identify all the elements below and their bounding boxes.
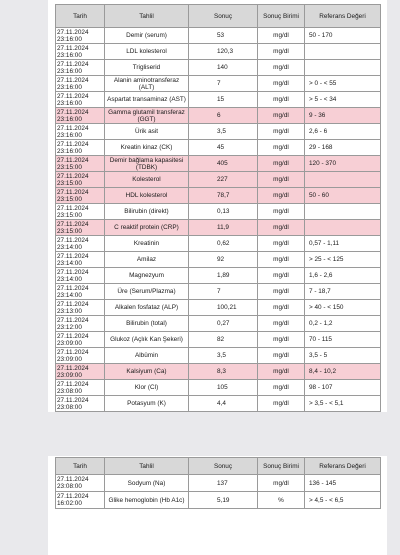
cell-reference: [305, 60, 381, 76]
cell-reference: > 25 - < 125: [305, 252, 381, 268]
cell-date: 27.11.2024 23:16:00: [56, 92, 105, 108]
header-reference: Referans Değeri: [305, 5, 381, 28]
cell-date: 27.11.2024 23:09:00: [56, 348, 105, 364]
cell-test: Kreatin kinaz (CK): [105, 140, 189, 156]
cell-reference: 50 - 60: [305, 188, 381, 204]
cell-result: 45: [189, 140, 258, 156]
cell-date: 27.11.2024 23:15:00: [56, 156, 105, 172]
cell-reference: 29 - 168: [305, 140, 381, 156]
cell-date: 27.11.2024 23:15:00: [56, 172, 105, 188]
cell-result: 140: [189, 60, 258, 76]
cell-test: LDL kolesterol: [105, 44, 189, 60]
cell-unit: mg/dl: [258, 300, 305, 316]
table-row: [56, 188, 381, 204]
cell-unit: mg/dl: [258, 268, 305, 284]
cell-test: Alkalen fosfataz (ALP): [105, 300, 189, 316]
table-row: [56, 28, 381, 44]
header-result: Sonuç: [189, 458, 258, 475]
cell-test: Üre (Serum/Plazma): [105, 284, 189, 300]
cell-unit: mg/dl: [258, 396, 305, 412]
cell-result: 120,3: [189, 44, 258, 60]
cell-reference: 2,6 - 6: [305, 124, 381, 140]
header-date: Tarih: [56, 458, 105, 475]
cell-date: 27.11.2024 23:08:00: [56, 396, 105, 412]
cell-unit: mg/dl: [258, 140, 305, 156]
lab-results-table-2: [55, 457, 381, 509]
cell-reference: 8,4 - 10,2: [305, 364, 381, 380]
cell-test: Glike hemoglobin (Hb A1c): [105, 492, 189, 509]
table-row: [56, 92, 381, 108]
table-body-1: [56, 28, 381, 412]
table-row: [56, 124, 381, 140]
cell-test: Amilaz: [105, 252, 189, 268]
lab-results-table-1: [55, 4, 381, 412]
table-row: [56, 380, 381, 396]
cell-unit: mg/dl: [258, 108, 305, 124]
cell-test: Demir (serum): [105, 28, 189, 44]
cell-result: 0,27: [189, 316, 258, 332]
table-header-row: [56, 5, 381, 28]
cell-test: Potasyum (K): [105, 396, 189, 412]
cell-result: 92: [189, 252, 258, 268]
header-result: Sonuç: [189, 5, 258, 28]
results-card-1: [48, 0, 387, 412]
cell-test: Albümin: [105, 348, 189, 364]
cell-unit: mg/dl: [258, 188, 305, 204]
cell-reference: 7 - 18,7: [305, 284, 381, 300]
table-row: [56, 156, 381, 172]
cell-date: 27.11.2024 23:09:00: [56, 364, 105, 380]
cell-date: 27.11.2024 23:16:00: [56, 60, 105, 76]
table-row: [56, 492, 381, 509]
cell-date: 27.11.2024 23:12:00: [56, 316, 105, 332]
table-row: [56, 108, 381, 124]
cell-result: 11,9: [189, 220, 258, 236]
cell-result: 100,21: [189, 300, 258, 316]
cell-result: 82: [189, 332, 258, 348]
cell-test: Gamma glutamil transferaz (GGT): [105, 108, 189, 124]
cell-result: 0,13: [189, 204, 258, 220]
cell-unit: mg/dl: [258, 44, 305, 60]
cell-result: 5,19: [189, 492, 258, 509]
cell-unit: mg/dl: [258, 76, 305, 92]
cell-reference: > 4,5 - < 6,5: [305, 492, 381, 509]
cell-test: Ürik asit: [105, 124, 189, 140]
cell-test: Demir bağlama kapasitesi (TDBK): [105, 156, 189, 172]
cell-result: 15: [189, 92, 258, 108]
cell-reference: [305, 220, 381, 236]
table-row: [56, 236, 381, 252]
cell-result: 227: [189, 172, 258, 188]
cell-date: 27.11.2024 23:15:00: [56, 220, 105, 236]
cell-reference: [305, 204, 381, 220]
cell-reference: > 3,5 - < 5,1: [305, 396, 381, 412]
header-unit: Sonuç Birimi: [258, 458, 305, 475]
cell-unit: mg/dl: [258, 252, 305, 268]
header-unit: Sonuç Birimi: [258, 5, 305, 28]
cell-unit: mg/dl: [258, 348, 305, 364]
cell-date: 27.11.2024 23:08:00: [56, 380, 105, 396]
cell-unit: mg/dl: [258, 60, 305, 76]
cell-unit: mg/dl: [258, 204, 305, 220]
table-row: [56, 172, 381, 188]
table-row: [56, 220, 381, 236]
cell-result: 105: [189, 380, 258, 396]
cell-result: 6: [189, 108, 258, 124]
cell-reference: 0,57 - 1,11: [305, 236, 381, 252]
table-body-2: [56, 475, 381, 509]
cell-reference: 50 - 170: [305, 28, 381, 44]
cell-test: Magnezyum: [105, 268, 189, 284]
cell-reference: 136 - 145: [305, 475, 381, 492]
cell-date: 27.11.2024 23:16:00: [56, 76, 105, 92]
cell-reference: 70 - 115: [305, 332, 381, 348]
cell-result: 3,5: [189, 348, 258, 364]
cell-result: 0,62: [189, 236, 258, 252]
cell-reference: [305, 44, 381, 60]
cell-reference: 9 - 36: [305, 108, 381, 124]
table-row: [56, 252, 381, 268]
header-test: Tahlil: [105, 458, 189, 475]
cell-result: 1,89: [189, 268, 258, 284]
cell-date: 27.11.2024 23:09:00: [56, 332, 105, 348]
cell-test: HDL kolesterol: [105, 188, 189, 204]
cell-result: 405: [189, 156, 258, 172]
cell-test: Trigliserid: [105, 60, 189, 76]
cell-date: 27.11.2024 23:16:00: [56, 44, 105, 60]
cell-date: 27.11.2024 23:14:00: [56, 284, 105, 300]
cell-date: 27.11.2024 23:14:00: [56, 236, 105, 252]
cell-test: Bilirubin (direkt): [105, 204, 189, 220]
cell-test: Glukoz (Açlık Kan Şekeri): [105, 332, 189, 348]
cell-date: 27.11.2024 23:16:00: [56, 28, 105, 44]
cell-test: Sodyum (Na): [105, 475, 189, 492]
header-test: Tahlil: [105, 5, 189, 28]
cell-test: Kalsiyum (Ca): [105, 364, 189, 380]
table-row: [56, 284, 381, 300]
cell-result: 7: [189, 284, 258, 300]
cell-date: 27.11.2024 23:14:00: [56, 268, 105, 284]
table-row: [56, 396, 381, 412]
cell-unit: %: [258, 492, 305, 509]
table-row: [56, 316, 381, 332]
cell-date: 27.11.2024 23:08:00: [56, 475, 105, 492]
cell-unit: mg/dl: [258, 364, 305, 380]
cell-test: Kolesterol: [105, 172, 189, 188]
cell-result: 3,5: [189, 124, 258, 140]
cell-date: 27.11.2024 23:13:00: [56, 300, 105, 316]
cell-date: 27.11.2024 23:16:00: [56, 108, 105, 124]
cell-date: 27.11.2024 23:15:00: [56, 188, 105, 204]
table-row: [56, 348, 381, 364]
cell-reference: 1,6 - 2,6: [305, 268, 381, 284]
results-card-2: [48, 456, 387, 555]
table-row: [56, 204, 381, 220]
cell-unit: mg/dl: [258, 28, 305, 44]
cell-unit: mg/dl: [258, 220, 305, 236]
cell-unit: mg/dl: [258, 92, 305, 108]
cell-date: 27.11.2024 23:16:00: [56, 140, 105, 156]
cell-test: Kreatinin: [105, 236, 189, 252]
table-row: [56, 76, 381, 92]
table-row: [56, 364, 381, 380]
cell-test: Alanin aminotransferaz (ALT): [105, 76, 189, 92]
cell-reference: > 40 - < 150: [305, 300, 381, 316]
header-date: Tarih: [56, 5, 105, 28]
cell-reference: > 0 - < 55: [305, 76, 381, 92]
cell-test: Aspartat transaminaz (AST): [105, 92, 189, 108]
cell-result: 137: [189, 475, 258, 492]
cell-unit: mg/dl: [258, 124, 305, 140]
header-reference: Referans Değeri: [305, 458, 381, 475]
cell-result: 8,3: [189, 364, 258, 380]
table-row: [56, 475, 381, 492]
cell-reference: > 5 - < 34: [305, 92, 381, 108]
cell-test: Bilirubin (total): [105, 316, 189, 332]
cell-reference: 3,5 - 5: [305, 348, 381, 364]
cell-date: 27.11.2024 23:16:00: [56, 124, 105, 140]
cell-result: 53: [189, 28, 258, 44]
cell-reference: 0,2 - 1,2: [305, 316, 381, 332]
cell-unit: mg/dl: [258, 284, 305, 300]
cell-date: 27.11.2024 23:14:00: [56, 252, 105, 268]
table-row: [56, 300, 381, 316]
table-row: [56, 332, 381, 348]
cell-unit: mg/dl: [258, 156, 305, 172]
table-row: [56, 44, 381, 60]
cell-date: 27.11.2024 16:02:00: [56, 492, 105, 509]
cell-result: 4,4: [189, 396, 258, 412]
table-row: [56, 140, 381, 156]
cell-reference: 120 - 370: [305, 156, 381, 172]
cell-reference: [305, 172, 381, 188]
table-row: [56, 268, 381, 284]
cell-result: 7: [189, 76, 258, 92]
cell-test: Klor (Cl): [105, 380, 189, 396]
cell-unit: mg/dl: [258, 380, 305, 396]
cell-unit: mg/dl: [258, 332, 305, 348]
cell-unit: mg/dl: [258, 236, 305, 252]
cell-unit: mg/dl: [258, 475, 305, 492]
cell-date: 27.11.2024 23:15:00: [56, 204, 105, 220]
cell-result: 78,7: [189, 188, 258, 204]
table-row: [56, 60, 381, 76]
cell-test: C reaktif protein (CRP): [105, 220, 189, 236]
cell-unit: mg/dl: [258, 316, 305, 332]
cell-unit: mg/dl: [258, 172, 305, 188]
table-header-row: [56, 458, 381, 475]
cell-reference: 98 - 107: [305, 380, 381, 396]
